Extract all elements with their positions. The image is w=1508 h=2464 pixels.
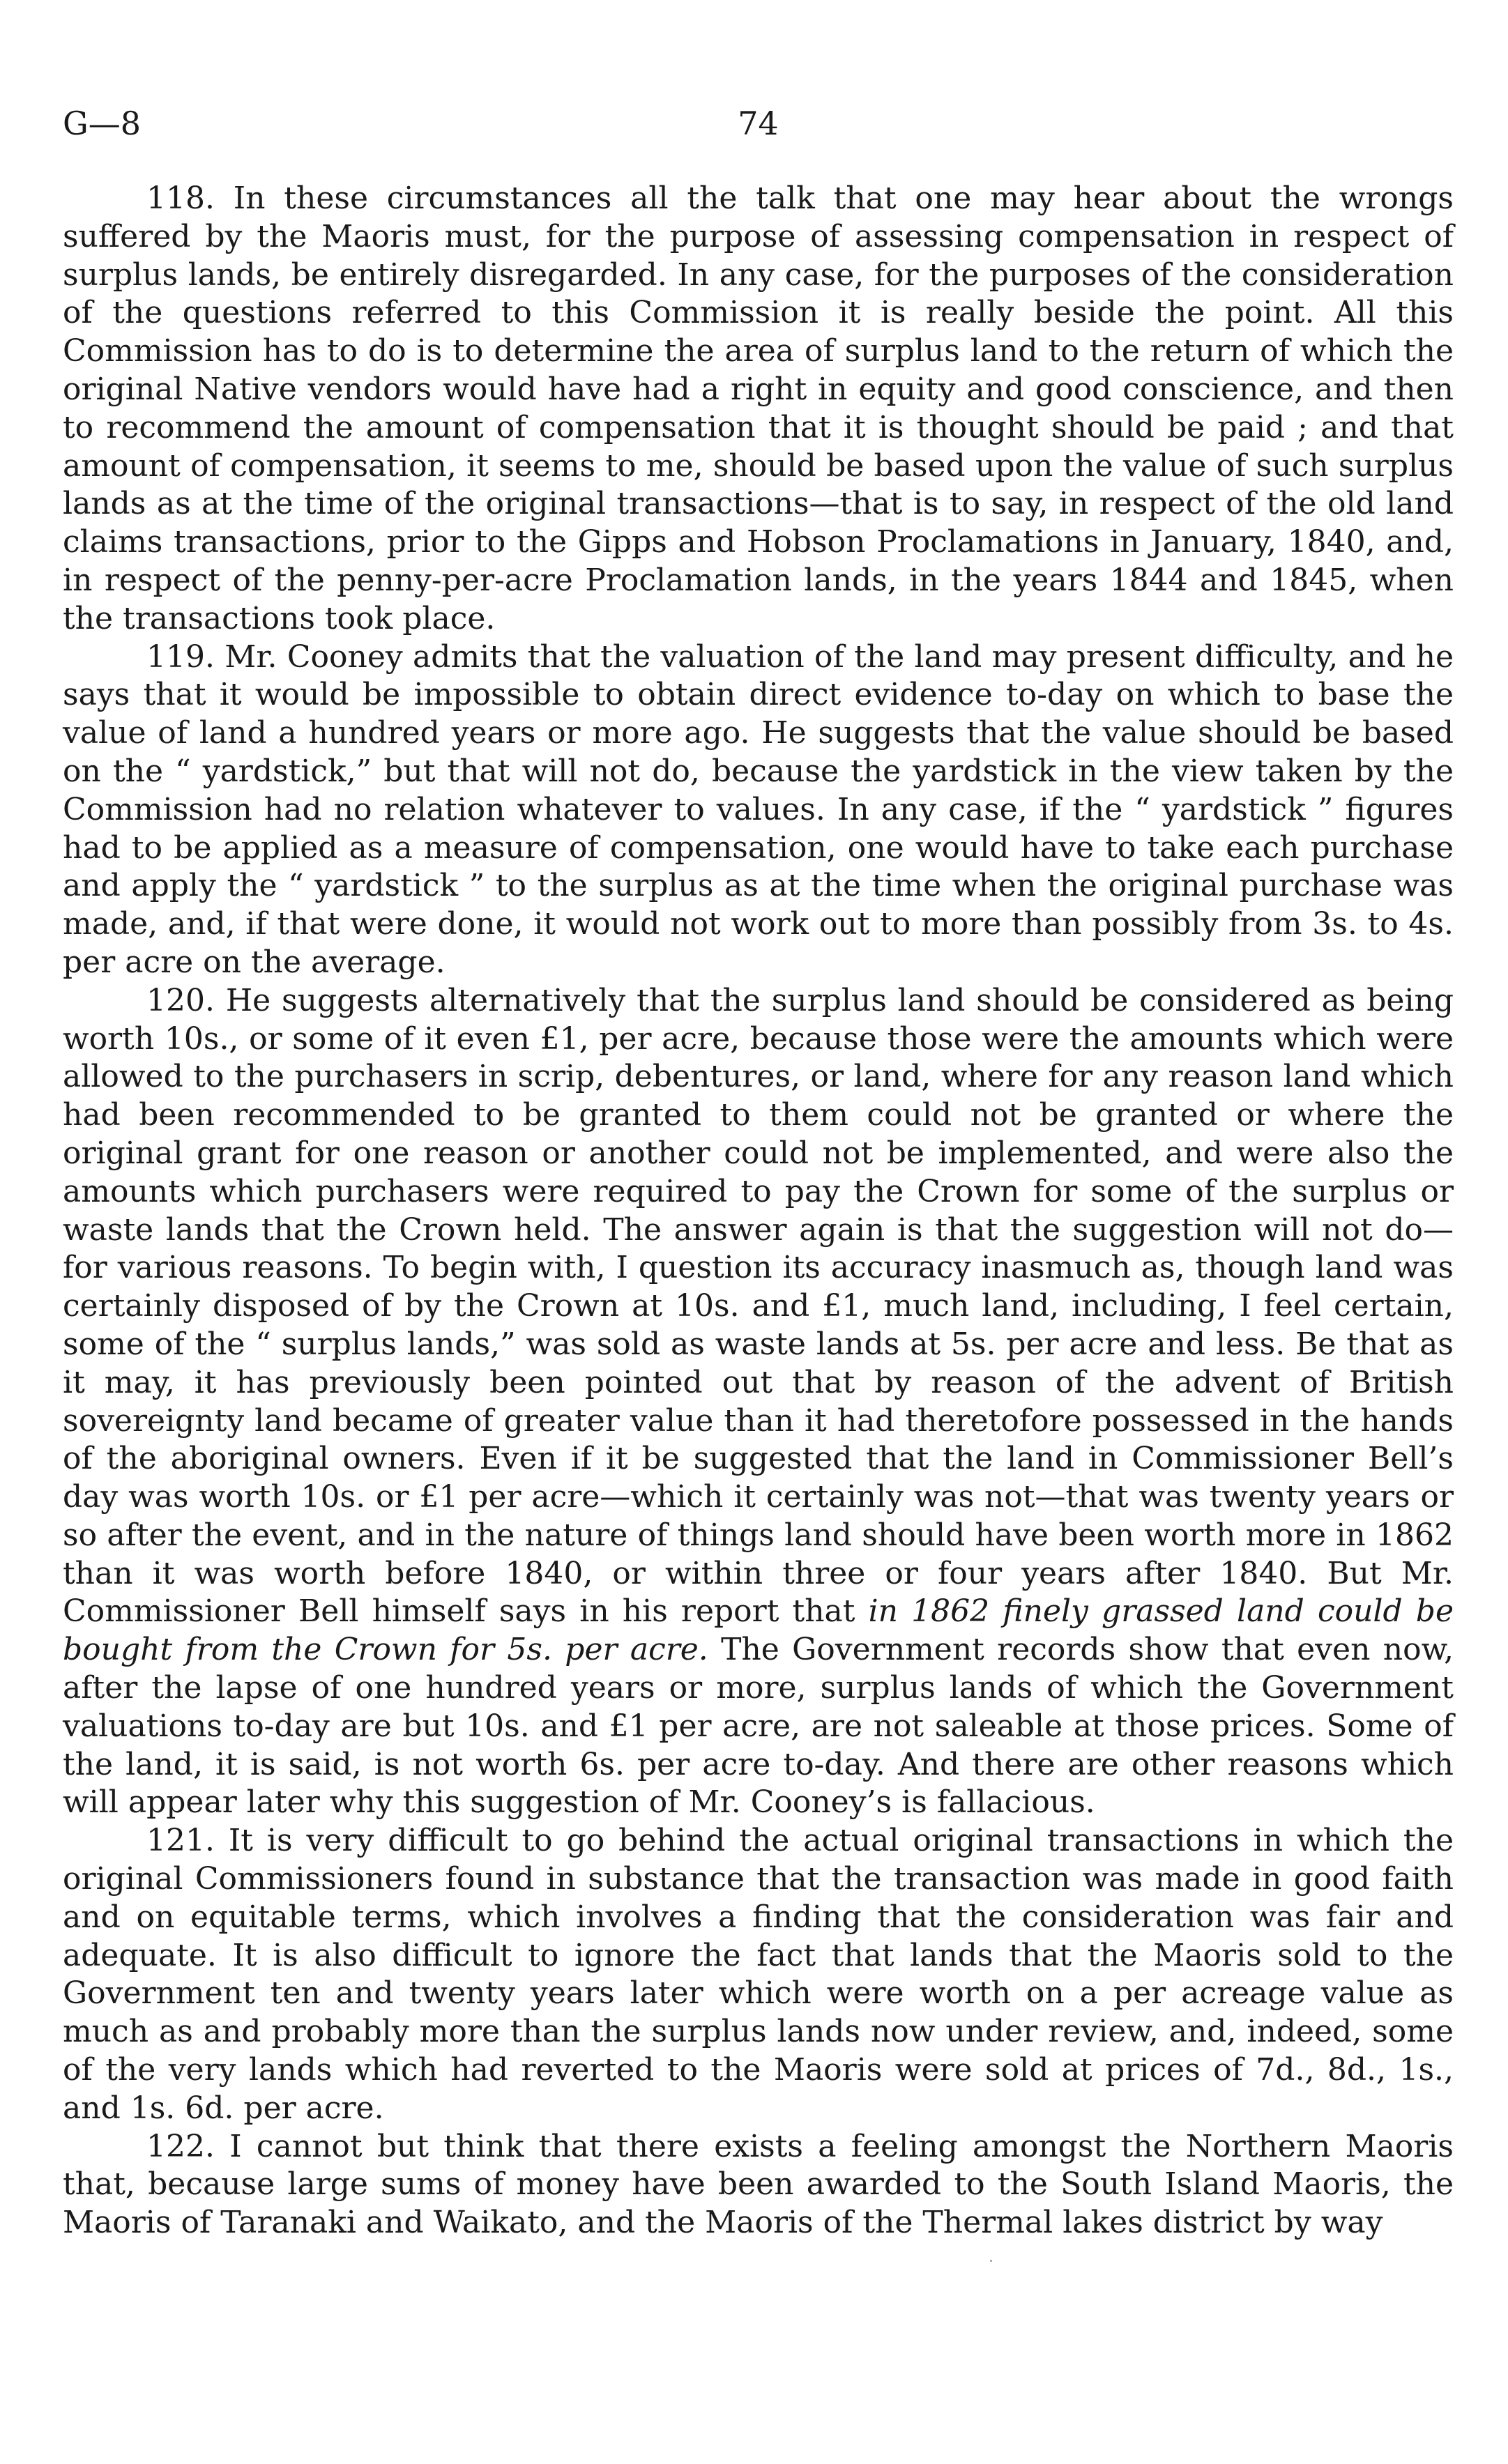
- italic-quotation: in 1862 finely grassed land could be bought from the Crown for 5s. per acre.: [63, 1593, 1454, 1668]
- paragraph-120: [63, 982, 1454, 1823]
- paragraph-text: In these circumstances all the talk that one may hear about the wrongs suffered by the Maoris must, for the purpose of assessing compensation in respect of surplus lands, be entirely disregarded. In any case, for the purposes of the consideration of the questions referred to this Commission it is really beside the point. All this Commission has to do is to determine the area of surplus land to the return of which the original Native vendors would have had a right in equity and good conscience, and then to recommend the amount of compensation that it is thought should be paid ; and that amount of compensation, it seems to me, should be based upon the value of such surplus lands as at the time of the original transactions—that is to say, in respect of the old land claims transactions, prior to the Gipps and Hobson Proclamations in January, 1840, and, in respect of the penny-per-acre Proclamation lands, in the years 1844 and 1845, when the transactions took place.: [63, 181, 1454, 636]
- paragraph-text: Mr. Cooney admits that the valuation of the land may present difficulty, and he says that it would be impossible to obtain direct evidence to-day on which to base the value of land a hundred years or more ago. He suggests that the value should be based on the “ yardstick,” but that will not do, because the yardstick in the view taken by the Commission had no relation whatever to values. In any case, if the “ yardstick ” figures had to be applied as a measure of compensation, one would have to take each purchase and apply the “ yardstick ” to the surplus as at the time when the original purchase was made, and, if that were done, it would not work out to more than possibly from 3s. to 4s. per acre on the average.: [63, 638, 1454, 980]
- body-text: [63, 180, 1454, 2242]
- paragraph-number: 118.: [146, 181, 215, 216]
- paragraph-122: [63, 2128, 1454, 2242]
- paragraph-text: It is very difficult to go behind the actual original transactions in which the original Commissioners found in substance that the transaction was made in good faith and on equitable terms, which involves a finding that the consideration was fair and adequate. It is also difficult to ignore the fact that lands that the Maoris sold to the Government ten and twenty years later which were worth on a per acreage value as much as and probably more than the surplus lands now under review, and, indeed, some of the very lands which had reverted to the Maoris were sold at prices of 7d., 8d., 1s., and 1s. 6d. per acre.: [63, 1823, 1454, 2126]
- running-header: [63, 105, 1454, 153]
- paragraph-number: 121.: [146, 1823, 215, 1859]
- paragraph-number: 122.: [146, 2128, 215, 2164]
- document-reference: G—8: [63, 105, 142, 142]
- scan-speck: [990, 2260, 992, 2262]
- paragraph-121: [63, 1822, 1454, 2127]
- paragraph-text: He suggests alternatively that the surplus land should be considered as being worth 10s., or some of it even £1, per acre, because those were the amounts which were allowed to the purchasers in scrip, debentures, or land, where for any reason land which had been recommended to be granted to them could not be granted or where the original grant for one reason or another could not be implemented, and were also the amounts which purchasers were required to pay the Crown for some of the surplus or waste lands that the Crown held. The answer again is that the suggestion will not do—for various reasons. To begin with, I question its accuracy inasmuch as, though land was certainly disposed of by the Crown at 10s. and £1, much land, including, I feel certain, some of the “ surplus lands,” was sold as waste lands at 5s. per acre and less. Be that as it may, it has previously been pointed out that by reason of the advent of British sovereignty land became of greater value than it had theretofore possessed in the hands of the aboriginal owners. Even if it be suggested that the land in Commissioner Bell’s day was worth 10s. or £1 per acre—which it certainly was not—that was twenty years or so after the event, and in the nature of things land should have been worth more in 1862 than it was worth before 1840, or within three or four years after 1840. But Mr. Commissioner Bell himself says in his report that: [63, 982, 1454, 1630]
- paragraph-number: 119.: [146, 638, 215, 675]
- paragraph-119: [63, 638, 1454, 982]
- page-number: 74: [738, 105, 779, 142]
- paragraph-118: [63, 180, 1454, 638]
- paragraph-number: 120.: [146, 982, 215, 1018]
- paragraph-text: I cannot but think that there exists a feeling amongst the Northern Maoris that, because large sums of money have been awarded to the South Island Maoris, the Maoris of Taranaki and Waikato, and the Maoris of the Thermal lakes district by way: [63, 2128, 1454, 2241]
- document-page: [63, 105, 1454, 2242]
- paragraph-text-continued: The Government records show that even now, after the lapse of one hundred years or more, surplus lands of which the Government valuations to-day are but 10s. and £1 per acre, are not saleable at those prices. Some of the land, it is said, is not worth 6s. per acre to-day. And there are other reasons which will appear later why this suggestion of Mr. Cooney’s is fallacious.: [63, 1632, 1454, 1821]
